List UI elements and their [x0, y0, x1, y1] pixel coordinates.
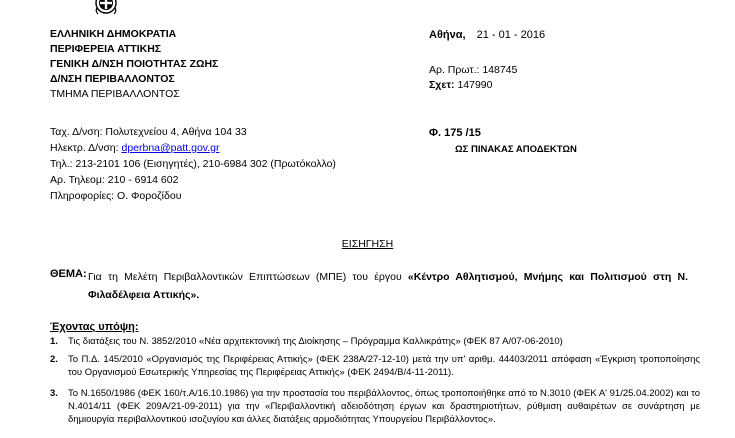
authority-line-2: ΠΕΡΙΦΕΡΕΙΑ ΑΤΤΙΚΗΣ: [50, 43, 162, 55]
subject-text-plain: Για τη Μελέτη Περιβαλλοντικών Επιπτώσεων (ΜΠΕ) του έργου: [88, 271, 408, 283]
list-item-text: Το Π.Δ. 145/2010 «Οργανισμός της Περιφέρειας Αττικής» (ΦΕΚ 238Α/27-12-10) μετά την υπ' αριθμ. 44403/2011 απόφαση «Έγκριση τροποποίησης του Οργανισμού Εσωτερικής Υπηρεσίας της Περιφέρειας Αττικής» (ΦΕΚ 2494/Β/4-11-2011).: [68, 354, 700, 378]
list-item-number: 3.: [50, 388, 58, 399]
list-item-text: Τις διατάξεις του Ν. 3852/2010 «Νέα αρχιτεκτονική της Διοίκησης – Πρόγραμμα Καλλικράτης» (ΦΕΚ 87 Α/07-06-2010): [68, 336, 563, 347]
considering-heading: Έχοντας υπόψη:: [50, 321, 139, 333]
list-item: [50, 387, 700, 426]
list-item-number: 2.: [50, 354, 58, 365]
contact-info: Πληροφορίες: Ο. Φοροζίδου: [50, 190, 182, 202]
list-item-number: 1.: [50, 336, 58, 347]
contact-fax: Αρ. Τηλεομ: 210 - 6914 602: [50, 174, 179, 186]
recipients-line: ΩΣ ΠΙΝΑΚΑΣ ΑΠΟΔΕΚΤΩΝ: [455, 144, 577, 155]
contact-phone: Τηλ.: 213-2101 106 (Εισηγητές), 210-6984 302 (Πρωτόκολλο): [50, 158, 336, 170]
contact-email-link[interactable]: dperbna@patt.gov.gr: [121, 142, 220, 154]
contact-email-line: [50, 142, 220, 155]
contact-address: Ταχ. Δ/νση: Πολυτεχνείου 4, Αθήνα 104 33: [50, 126, 247, 138]
subject-label: ΘΕΜΑ:: [50, 268, 87, 280]
greek-coat-of-arms-icon: [94, 0, 118, 16]
related-line: [429, 79, 492, 92]
file-number: Φ. 175 /15: [429, 127, 481, 139]
related-label: Σχετ:: [429, 79, 455, 91]
protocol-line: [429, 64, 517, 77]
authority-line-1: ΕΛΛΗΝΙΚΗ ΔΗΜΟΚΡΑΤΙΑ: [50, 28, 177, 40]
date-label: Αθήνα,: [429, 29, 466, 41]
subject-text: [88, 268, 688, 304]
contact-email-label: Ηλεκτρ. Δ/νση:: [50, 142, 119, 154]
department-line: ΤΜΗΜΑ ΠΕΡΙΒΑΛΛΟΝΤΟΣ: [50, 88, 180, 100]
list-item: [50, 335, 700, 348]
protocol-label: Αρ. Πρωτ.:: [429, 64, 480, 76]
list-item: [50, 353, 700, 379]
document-title: ΕΙΣΗΓΗΣΗ: [341, 238, 394, 250]
authority-line-3: ΓΕΝΙΚΗ Δ/ΝΣΗ ΠΟΙΟΤΗΤΑΣ ΖΩΗΣ: [50, 58, 219, 70]
protocol-value: 148745: [482, 64, 518, 76]
date-line: [429, 28, 545, 42]
list-item-text: Το Ν.1650/1986 (ΦΕΚ 160/τ.Α/16.10.1986) για την προστασία του περιβάλλοντος, όπως τροποποιήθηκε από το Ν.3010 (ΦΕΚ Α' 91/25.04.2002) και το Ν.4014/11 (ΦΕΚ 209Α/21-09-2011) για την «Περιβαλλοντική αδειοδότηση έργων και δραστηριοτήτων, ρύθμιση αυθαιρέτων σε συνάρτηση με δημιουργία περιβαλλοντικού ισοζυγίου και άλλες διατάξεις αρμοδιότητας Υπουργείου Περιβάλλοντος».: [68, 388, 700, 425]
date-value: 21 - 01 - 2016: [476, 29, 546, 41]
related-value: 147990: [457, 79, 493, 91]
subject-text-bold: «Κέντρο Αθλητισμού, Μνήμης και Πολιτισμού στη Ν. Φιλαδέλφεια Αττικής».: [88, 271, 688, 301]
authority-line-4: Δ/ΝΣΗ ΠΕΡΙΒΑΛΛΟΝΤΟΣ: [50, 73, 175, 85]
